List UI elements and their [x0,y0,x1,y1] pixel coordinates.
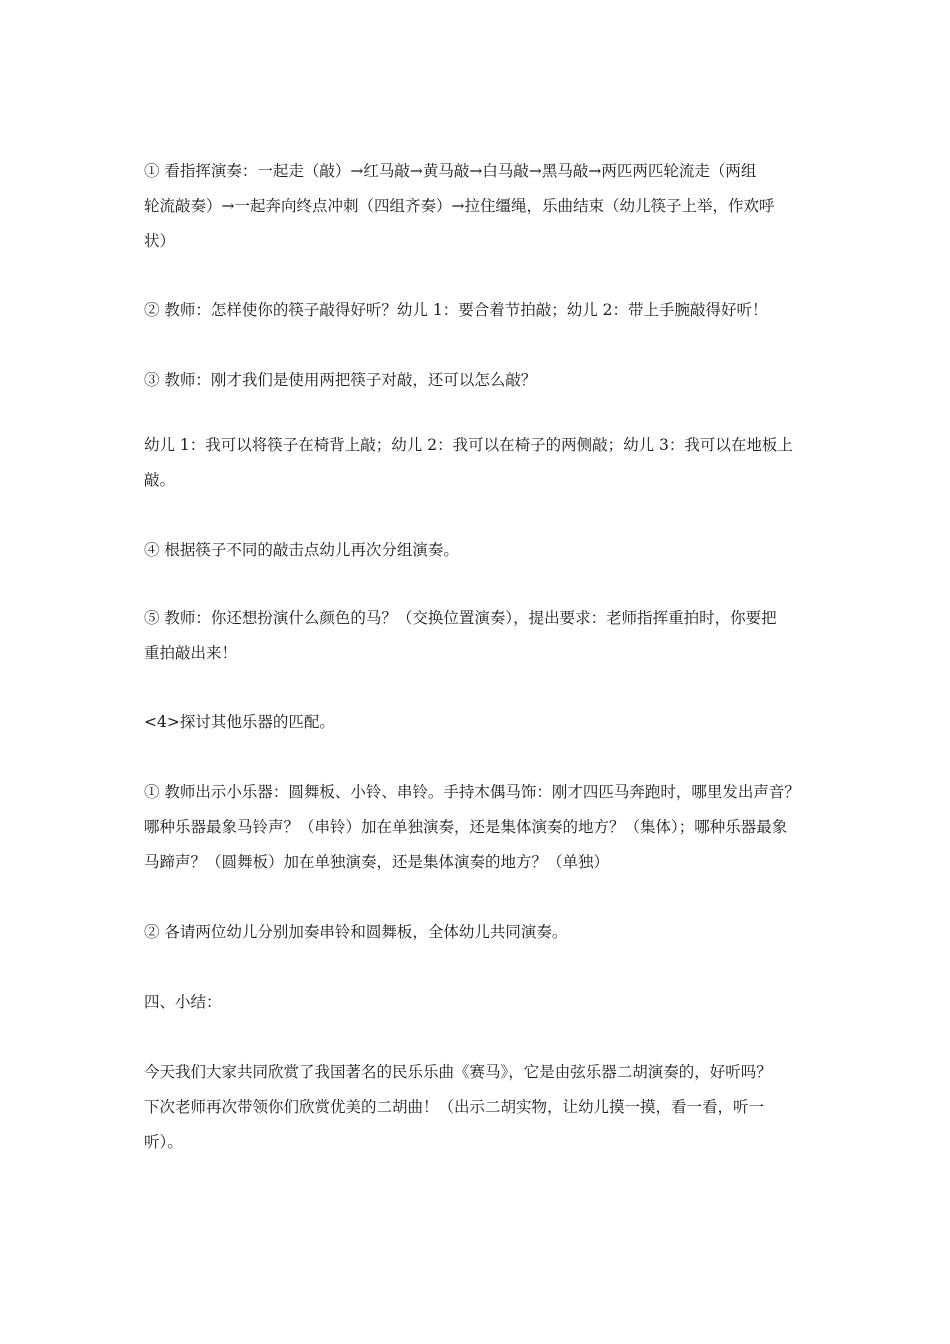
paragraph-group-play [144,533,819,568]
text-line: 哪种乐器最象马铃声？（串铃）加在单独演奏，还是集体演奏的地方？（集体）；哪种乐器最象 [144,818,788,836]
text-line: 敲。 [144,471,176,489]
text-line: ① 教师出示小乐器：圆舞板、小铃、串铃。手持木偶马饰：刚才四匹马奔跑时，哪里发出声音？ [144,783,800,801]
text-line: ④ 根据筷子不同的敲击点幼儿再次分组演奏。 [144,541,459,559]
paragraph-conduct-play [144,154,819,259]
paragraph-horse-color [144,601,819,671]
text-line: ② 教师：怎样使你的筷子敲得好听？幼儿 1：要合着节拍敲；幼儿 2：带上手腕敲得好听！ [144,301,768,319]
text-line: 重拍敲出来！ [144,644,238,662]
paragraph-children-answers [144,428,819,498]
paragraph-add-instruments [144,915,819,950]
text-line: ⑤ 教师：你还想扮演什么颜色的马？（交换位置演奏），提出要求：老师指挥重拍时，你要把 [144,609,777,627]
text-line: ③ 教师：刚才我们是使用两把筷子对敲，还可以怎么敲？ [144,371,537,389]
text-line: 马蹄声？（圆舞板）加在单独演奏，还是集体演奏的地方？（单独） [144,853,610,871]
text-line: 听）。 [144,1133,183,1151]
text-line: 下次老师再次带领你们欣赏优美的二胡曲！（出示二胡实物，让幼儿摸一摸，看一看，听一 [144,1098,765,1116]
section-heading-summary [144,985,819,1020]
paragraph-how-to-tap [144,293,819,328]
text-line: 幼儿 1：我可以将筷子在椅背上敲；幼儿 2：我可以在椅子的两侧敲；幼儿 3：我可以在地板上 [144,436,793,454]
paragraph-small-instruments [144,775,819,880]
paragraph-other-ways [144,363,819,398]
text-line: 今天我们大家共同欣赏了我国著名的民乐乐曲《赛马》，它是由弦乐器二胡演奏的，好听吗？ [144,1063,772,1081]
section-heading-instruments [144,705,819,740]
text-line: 四、小结： [144,993,222,1011]
text-line: ① 看指挥演奏：一起走（敲）→红马敲→黄马敲→白马敲→黑马敲→两匹两匹轮流走（两组 [144,162,757,180]
text-line: 状） [144,232,176,250]
text-line: <4>探讨其他乐器的匹配。 [144,713,335,731]
text-line: 轮流敲奏）→一起奔向终点冲刺（四组齐奏）→拉住缰绳，乐曲结束（幼儿筷子上举，作欢呼 [144,197,775,215]
paragraph-summary [144,1055,819,1160]
text-line: ② 各请两位幼儿分别加奏串铃和圆舞板，全体幼儿共同演奏。 [144,923,568,941]
